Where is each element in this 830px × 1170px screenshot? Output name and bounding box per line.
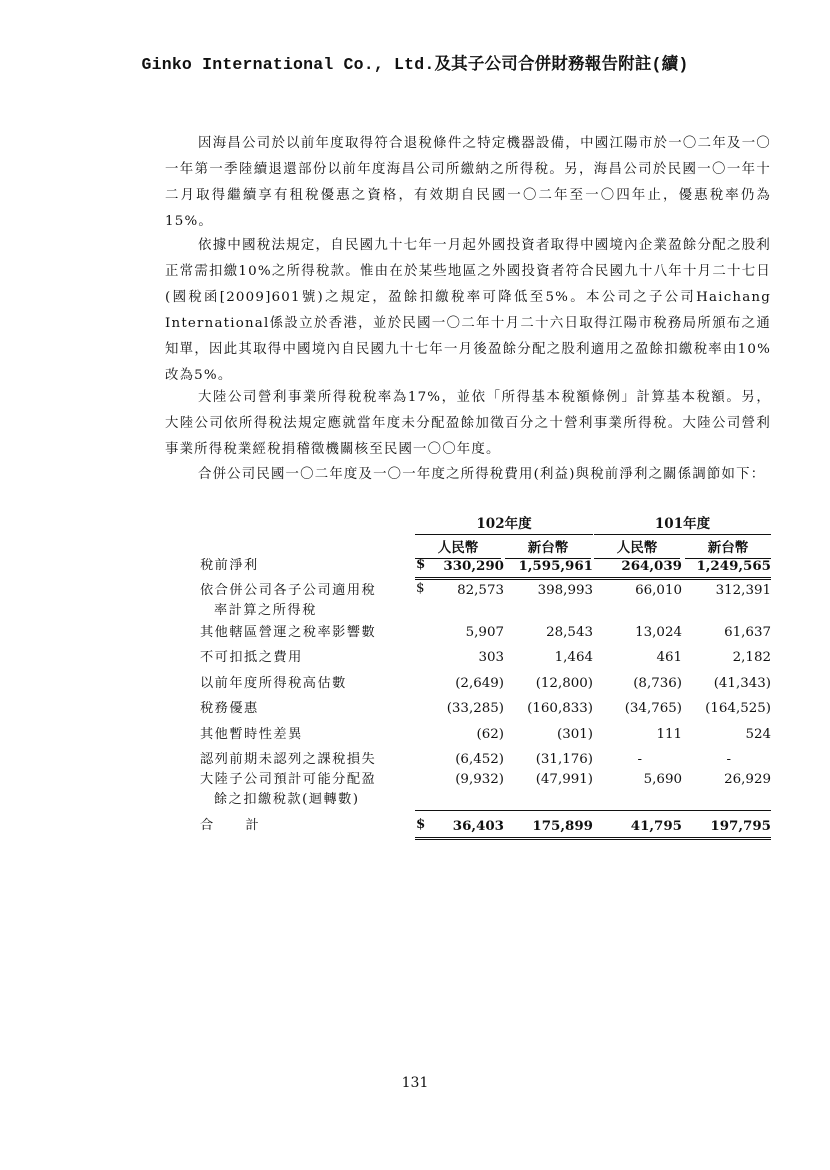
- row-label-other-jurisdiction: 其他轄區營運之稅率影響數: [200, 625, 377, 640]
- cell-temporary-twd-101: 524: [745, 727, 771, 742]
- cell-temporary-rmb-102: (62): [476, 727, 504, 742]
- currency-symbol: $: [416, 581, 425, 596]
- cell-taxloss-twd-101: -: [726, 752, 731, 767]
- year-header-101: 101年度: [594, 512, 771, 535]
- cell-prior-twd-102: (12,800): [535, 676, 593, 691]
- cell-withholding-rmb-102: (9,932): [455, 772, 504, 787]
- row-label-total: 合 計: [200, 818, 261, 833]
- cell-incentive-twd-102: (160,833): [527, 701, 593, 716]
- row-label-prior-overestimate: 以前年度所得稅高估數: [200, 676, 347, 691]
- cell-incentive-rmb-101: (34,765): [624, 701, 682, 716]
- total-double-underline: [415, 837, 771, 840]
- row-label-statutory-tax: [200, 581, 406, 621]
- cell-pretax-twd-101: 1,249,565: [696, 558, 771, 574]
- cell-temporary-rmb-101: 111: [656, 727, 682, 742]
- cell-jurisdiction-rmb-102: 5,907: [465, 625, 504, 640]
- paragraph-reconciliation-intro: 合併公司民國一〇二年度及一〇一年度之所得稅費用(利益)與稅前淨利之關係調節如下：: [198, 467, 766, 482]
- cell-withholding-rmb-101: 5,690: [643, 772, 682, 787]
- cell-total-rmb-102: 36,403: [452, 818, 504, 834]
- paragraph-tax-refund: 因海昌公司於以前年度取得符合退稅條件之特定機器設備，中國江陽市於一〇二年及一〇一年第一季陸續退還部份以前年度海昌公司所繳納之所得稅。另，海昌公司於民國一〇一年十二月取得繼續享有租稅優惠之資格，有效期自民國一〇二年至一〇四年止，優惠稅率仍為15%。: [165, 136, 771, 229]
- cell-temporary-twd-102: (301): [556, 727, 593, 742]
- subtotal-underline: [415, 810, 771, 811]
- cell-statutory-rmb-101: 66,010: [635, 583, 682, 598]
- cell-taxloss-rmb-102: (6,452): [455, 752, 504, 767]
- cell-taxloss-rmb-101: -: [637, 752, 642, 767]
- cell-nondeductible-rmb-101: 461: [656, 650, 682, 665]
- cell-pretax-twd-102: 1,595,961: [518, 558, 593, 574]
- cell-jurisdiction-twd-101: 61,637: [724, 625, 771, 640]
- cell-prior-rmb-102: (2,649): [455, 676, 504, 691]
- row-label-tax-incentive: 稅務優惠: [200, 701, 259, 716]
- paragraph-withholding-tax: 依據中國稅法規定，自民國九十七年一月起外國投資者取得中國境內企業盈餘分配之股利正常需扣繳10%之所得稅款。惟由在於某些地區之外國投資者符合民國九十八年十月二十七日(國稅函[2009]601號)之規定，盈餘扣繳稅率可降低至5%。本公司之子公司Haichang International係設立於香港，並於民國一〇二年十月二十六日取得江陽市稅務局所頒布之通知單，因此其取得中國境內自民國九十七年一月後盈餘分配之股利適用之盈餘扣繳稅率由10%改為5%。: [165, 238, 771, 383]
- cell-pretax-rmb-101: 264,039: [621, 558, 682, 574]
- cell-prior-rmb-101: (8,736): [633, 676, 682, 691]
- cell-incentive-rmb-102: (33,285): [446, 701, 504, 716]
- cell-incentive-twd-101: (164,525): [705, 701, 771, 716]
- cell-nondeductible-twd-102: 1,464: [554, 650, 593, 665]
- row-label-line2: 餘之扣繳稅款(迴轉數): [214, 792, 360, 807]
- row-label-tax-loss: 認列前期未認列之課稅損失: [200, 752, 377, 767]
- currency-header-twd-101: 新台幣: [685, 536, 771, 559]
- row-label-withholding-dividends: [200, 770, 406, 810]
- cell-total-twd-102: 175,899: [532, 818, 593, 834]
- paragraph-income-tax-rate: 大陸公司營利事業所得稅稅率為17%，並依「所得基本稅額條例」計算基本稅額。另，大陸公司依所得稅法規定應就當年度未分配盈餘加徵百分之十營利事業所得稅。大陸公司營利事業所得稅業經稅捐稽徵機關核至民國一〇〇年度。: [165, 390, 771, 457]
- currency-symbol: $: [416, 556, 426, 572]
- currency-header-rmb-101: 人民幣: [594, 536, 680, 559]
- cell-statutory-rmb-102: 82,573: [457, 583, 504, 598]
- cell-nondeductible-rmb-102: 303: [478, 650, 504, 665]
- cell-jurisdiction-twd-102: 28,543: [546, 625, 593, 640]
- cell-withholding-twd-101: 26,929: [724, 772, 771, 787]
- double-underline: [415, 577, 771, 580]
- row-label-line1: 大陸子公司預計可能分配盈: [200, 772, 377, 787]
- cell-statutory-twd-101: 312,391: [715, 583, 771, 598]
- year-header-102: 102年度: [415, 512, 593, 535]
- page-number: 131: [401, 1075, 429, 1091]
- currency-header-twd-102: 新台幣: [505, 536, 591, 559]
- currency-header-rmb-102: 人民幣: [415, 536, 501, 559]
- row-label-line2: 率計算之所得稅: [214, 603, 317, 618]
- cell-total-rmb-101: 41,795: [630, 818, 682, 834]
- cell-pretax-rmb-102: 330,290: [443, 558, 504, 574]
- row-label-pretax-income: 稅前淨利: [200, 558, 259, 573]
- row-label-nondeductible: 不可扣抵之費用: [200, 650, 303, 665]
- page-header: Ginko International Co., Ltd.及其子公司合併財務報告附註(續): [141, 55, 689, 74]
- cell-total-twd-101: 197,795: [710, 818, 771, 834]
- cell-jurisdiction-rmb-101: 13,024: [635, 625, 682, 640]
- cell-taxloss-twd-102: (31,176): [535, 752, 593, 767]
- row-label-line1: 依合併公司各子公司適用稅: [200, 583, 377, 598]
- row-label-temporary-difference: 其他暫時性差異: [200, 727, 303, 742]
- cell-prior-twd-101: (41,343): [713, 676, 771, 691]
- cell-statutory-twd-102: 398,993: [537, 583, 593, 598]
- cell-nondeductible-twd-101: 2,182: [732, 650, 771, 665]
- cell-withholding-twd-102: (47,991): [535, 772, 593, 787]
- currency-symbol: $: [416, 816, 426, 832]
